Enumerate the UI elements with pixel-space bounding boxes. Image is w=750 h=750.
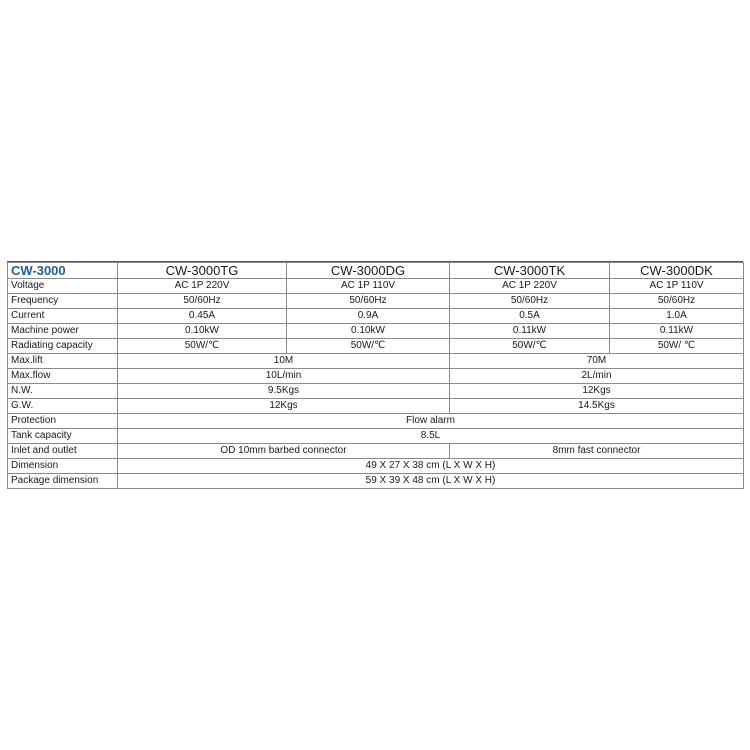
row-label: Tank capacity <box>8 429 118 444</box>
row-label: N.W. <box>8 384 118 399</box>
table-cell: 49 X 27 X 38 cm (L X W X H) <box>118 459 744 474</box>
table-row-inlet-outlet <box>8 444 744 459</box>
table-cell: 10M <box>118 354 450 369</box>
table-row-nw <box>8 384 744 399</box>
row-label: Package dimension <box>8 474 118 489</box>
row-label: Max.flow <box>8 369 118 384</box>
table-row-max-flow <box>8 369 744 384</box>
model-header: CW-3000TK <box>450 263 610 279</box>
table-cell: 50W/ ℃ <box>610 339 744 354</box>
table-cell: 0.5A <box>450 309 610 324</box>
table-row-radiating-capacity <box>8 339 744 354</box>
table-cell: 50/60Hz <box>287 294 450 309</box>
table-cell: 9.5Kgs <box>118 384 450 399</box>
table-cell: 0.11kW <box>450 324 610 339</box>
table-cell: 50/60Hz <box>450 294 610 309</box>
table-cell: AC 1P 110V <box>287 279 450 294</box>
table-cell: 50/60Hz <box>610 294 744 309</box>
table-cell: 2L/min <box>450 369 744 384</box>
model-header: CW-3000TG <box>118 263 287 279</box>
model-header: CW-3000DK <box>610 263 744 279</box>
table-cell: 59 X 39 X 48 cm (L X W X H) <box>118 474 744 489</box>
table-cell: 0.9A <box>287 309 450 324</box>
row-label: Dimension <box>8 459 118 474</box>
table-row-voltage <box>8 279 744 294</box>
table-cell: 10L/min <box>118 369 450 384</box>
table-cell: 12Kgs <box>118 399 450 414</box>
table-row-protection <box>8 414 744 429</box>
table-cell: AC 1P 220V <box>450 279 610 294</box>
spec-table <box>7 262 744 489</box>
row-label: Max.lift <box>8 354 118 369</box>
row-label: Current <box>8 309 118 324</box>
table-row-max-lift <box>8 354 744 369</box>
table-cell: 8.5L <box>118 429 744 444</box>
table-cell: OD 10mm barbed connector <box>118 444 450 459</box>
table-cell: 14.5Kgs <box>450 399 744 414</box>
table-cell: 50W/℃ <box>287 339 450 354</box>
table-row-package-dimension <box>8 474 744 489</box>
table-row-gw <box>8 399 744 414</box>
series-name: CW-3000 <box>8 263 118 279</box>
table-header-row <box>8 263 744 279</box>
row-label: Machine power <box>8 324 118 339</box>
table-cell: Flow alarm <box>118 414 744 429</box>
row-label: Protection <box>8 414 118 429</box>
table-cell: AC 1P 220V <box>118 279 287 294</box>
table-cell: 50W/℃ <box>118 339 287 354</box>
row-label: Frequency <box>8 294 118 309</box>
table-cell: 70M <box>450 354 744 369</box>
table-row-tank-capacity <box>8 429 744 444</box>
row-label: Radiating capacity <box>8 339 118 354</box>
table-row-frequency <box>8 294 744 309</box>
table-row-current <box>8 309 744 324</box>
model-header: CW-3000DG <box>287 263 450 279</box>
table-cell: 50W/℃ <box>450 339 610 354</box>
table-cell: AC 1P 110V <box>610 279 744 294</box>
table-cell: 50/60Hz <box>118 294 287 309</box>
table-cell: 0.11kW <box>610 324 744 339</box>
row-label: Voltage <box>8 279 118 294</box>
row-label: Inlet and outlet <box>8 444 118 459</box>
table-cell: 1.0A <box>610 309 744 324</box>
table-cell: 0.10kW <box>287 324 450 339</box>
table-cell: 12Kgs <box>450 384 744 399</box>
table-cell: 8mm fast connector <box>450 444 744 459</box>
table-row-machine-power <box>8 324 744 339</box>
table-cell: 0.45A <box>118 309 287 324</box>
row-label: G.W. <box>8 399 118 414</box>
table-row-dimension <box>8 459 744 474</box>
table-cell: 0.10kW <box>118 324 287 339</box>
